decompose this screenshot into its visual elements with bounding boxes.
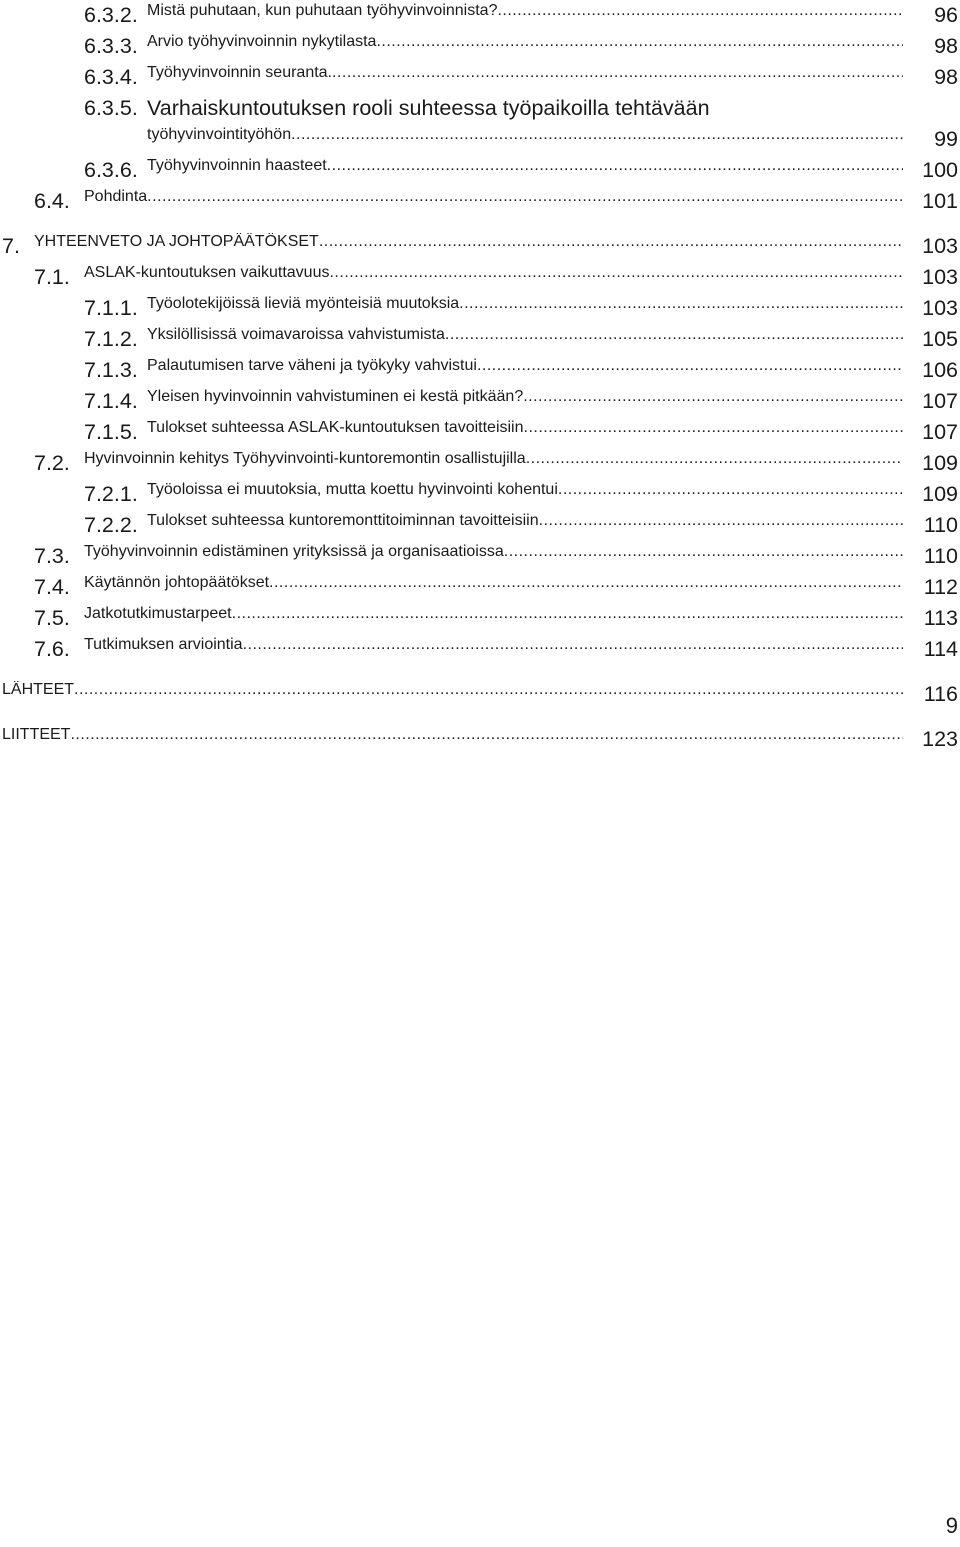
toc-entry-title: ASLAK-kuntoutuksen vaikuttavuus	[84, 264, 330, 281]
toc-entry-page: 112	[923, 575, 958, 599]
toc-leader-dots	[70, 726, 903, 744]
page-number: 9	[945, 1513, 958, 1538]
toc-leader-dots	[445, 326, 903, 344]
toc-entry-number: 6.4.	[34, 189, 70, 213]
toc-leader-dots	[526, 450, 903, 468]
toc-entry-number: 7.3.	[34, 544, 70, 568]
toc-entry-number: 7.1.1.	[84, 296, 138, 320]
toc-entry-title: Varhaiskuntoutuksen rooli suhteessa työpaikoilla tehtävään	[147, 96, 710, 120]
toc-entry-page: 109	[922, 451, 958, 475]
toc-leader-dots	[232, 605, 903, 623]
toc-leader-dots	[327, 157, 903, 175]
toc-leader-dots	[459, 295, 903, 313]
toc-entry-page: 123	[922, 727, 958, 751]
toc-entry-title: Mistä puhutaan, kun puhutaan työhyvinvoinnista?	[147, 2, 498, 19]
toc-entry-title: Yksilöllisissä voimavaroissa vahvistumista	[147, 326, 445, 343]
toc-entry-number: 6.3.6.	[84, 158, 138, 182]
toc-entry-number: 7.5.	[34, 606, 70, 630]
toc-entry-number: 7.1.3.	[84, 358, 138, 382]
toc-entry-title: Yleisen hyvinvoinnin vahvistuminen ei kestä pitkään?	[147, 388, 524, 405]
toc-leader-dots	[477, 357, 903, 375]
toc-entry-title: työhyvinvointityöhön	[147, 126, 292, 143]
toc-entry-title: Pohdinta	[84, 188, 148, 205]
toc-entry-title: Arvio työhyvinvoinnin nykytilasta	[147, 33, 377, 50]
toc-entry-title: Hyvinvoinnin kehitys Työhyvinvointi-kuntoremontin osallistujilla	[84, 450, 526, 467]
toc-entry-title: Tulokset suhteessa ASLAK-kuntoutuksen tavoitteisiin	[147, 419, 524, 436]
toc-leader-dots	[524, 419, 903, 437]
toc-entry-page: 114	[923, 637, 958, 661]
toc-entry-number: 7.1.5.	[84, 420, 138, 444]
toc-entry-number: 7.1.	[34, 265, 70, 289]
toc-entry-title: Jatkotutkimustarpeet	[84, 605, 232, 622]
toc-entry-title: Työolotekijöissä lieviä myönteisiä muutoksia	[147, 295, 460, 312]
toc-entry-page: 103	[922, 296, 958, 320]
toc-leader-dots	[523, 388, 903, 406]
toc-leader-dots	[74, 681, 903, 699]
toc-entry-title: Tulokset suhteessa kuntoremonttitoiminnan tavoitteisiin	[147, 512, 539, 529]
toc-leader-dots	[319, 233, 903, 251]
toc-entry-number: 6.3.5.	[84, 96, 138, 120]
toc-entry-page: 103	[922, 234, 958, 258]
toc-leader-dots	[497, 2, 903, 20]
toc-entry-title: Palautumisen tarve väheni ja työkyky vahvistui	[147, 357, 477, 374]
toc-leader-dots	[291, 126, 903, 144]
toc-leader-dots	[329, 264, 903, 282]
toc-entry-page: 96	[934, 3, 958, 27]
toc-leader-dots	[269, 574, 903, 592]
toc-leader-dots	[539, 512, 903, 530]
toc-entry-number: 7.2.2.	[84, 513, 138, 537]
toc-entry-page: 106	[922, 358, 958, 382]
toc-entry-number: 7.1.2.	[84, 327, 138, 351]
toc-entry-page: 107	[922, 389, 958, 413]
toc-entry-page: 103	[922, 265, 958, 289]
toc-entry-title: Työoloissa ei muutoksia, mutta koettu hyvinvointi kohentui	[147, 481, 558, 498]
toc-entry-number: 6.3.3.	[84, 34, 138, 58]
toc-entry-page: 109	[922, 482, 958, 506]
toc-entry-number: 6.3.2.	[84, 3, 138, 27]
toc-entry-page: 98	[934, 34, 958, 58]
toc-entry-page: 113	[923, 606, 958, 630]
toc-leader-dots	[376, 33, 903, 51]
toc-entry-title: Työhyvinvoinnin haasteet	[147, 157, 327, 174]
toc-entry-number: 6.3.4.	[84, 65, 138, 89]
toc-leader-dots	[332, 64, 903, 82]
toc-entry-title: Työhyvinvoinnin edistäminen yrityksissä ja organisaatioissa	[84, 543, 504, 560]
toc-leader-dots	[558, 481, 903, 499]
toc-entry-number: 7.2.	[34, 451, 70, 475]
toc-entry-page: 98	[934, 65, 958, 89]
toc-entry-number: 7.	[2, 234, 20, 258]
toc-entry-title: Tutkimuksen arviointia	[84, 636, 243, 653]
toc-entry-title: LIITTEET	[2, 726, 71, 743]
toc-entry-page: 100	[922, 158, 958, 182]
toc-entry-title: LÄHTEET	[2, 681, 75, 698]
toc-entry-number: 7.6.	[34, 637, 70, 661]
toc-leader-dots	[504, 543, 903, 561]
toc-entry-page: 105	[922, 327, 958, 351]
toc-leader-dots	[243, 636, 903, 654]
toc-entry-page: 116	[923, 682, 958, 706]
toc-entry-number: 7.4.	[34, 575, 70, 599]
toc-entry-title: YHTEENVETO JA JOHTOPÄÄTÖKSET	[34, 233, 319, 250]
toc-entry-title: Käytännön johtopäätökset	[84, 574, 270, 591]
toc-entry-title: Työhyvinvoinnin seuranta.	[147, 64, 332, 81]
toc-entry-number: 7.2.1.	[84, 482, 138, 506]
toc-entry-number: 7.1.4.	[84, 389, 138, 413]
toc-entry-page: 99	[934, 127, 958, 151]
toc-leader-dots	[147, 188, 903, 206]
toc-entry-page: 101	[922, 189, 958, 213]
toc-entry-page: 107	[922, 420, 958, 444]
toc-entry-page: 110	[923, 513, 958, 537]
toc-entry-page: 110	[923, 544, 958, 568]
